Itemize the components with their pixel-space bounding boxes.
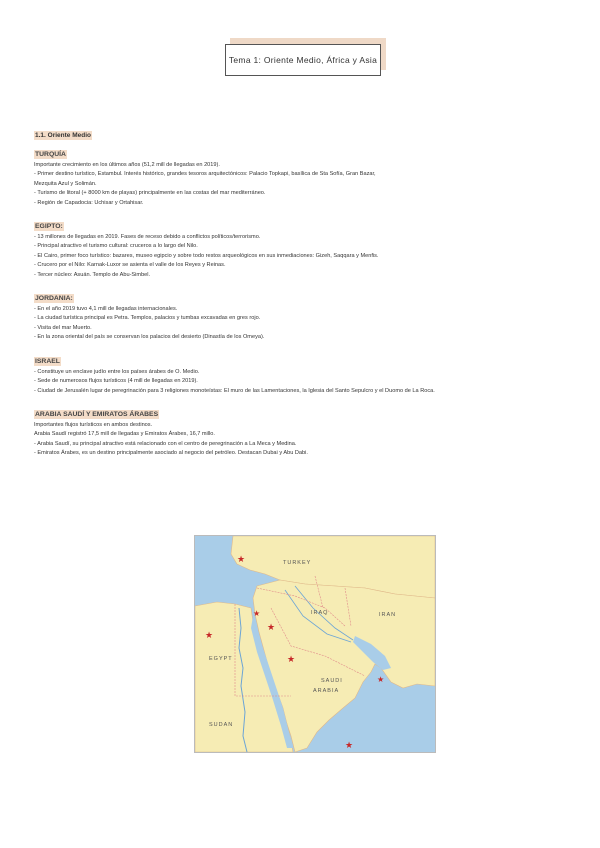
section-line: - 13 millones de llegadas en 2019. Fases de receso debido a conflictos políticos/terrorismo.: [34, 234, 261, 241]
label-arabia: ARABIA: [313, 688, 340, 694]
label-turkey: TURKEY: [283, 560, 312, 566]
section-line: - La ciudad turística principal es Petra. Templos, palacios y tumbas excavadas en gres rojo.: [34, 315, 261, 322]
section-line: - En la zona oriental del país se conservan los palacios del desierto (Dinastía de los Omeya).: [34, 334, 265, 341]
section-line: - Arabia Saudí, su principal atractivo está relacionado con el centro de peregrinación a La Meca y Medina.: [34, 440, 297, 447]
section-line: Mezquita Azul y Solimán.: [34, 180, 97, 187]
section-line: - Primer destino turístico, Estambul. Interés histórico, grandes tesoros arquitectónicos: Palacio Topkapi, basílica de Sta Sofía, Gran Bazar,: [34, 171, 376, 178]
section-line: - Crucero por el Nilo: Karnak-Luxor se asienta el valle de los Reyes y Reinas.: [34, 262, 226, 269]
section-arabia-emiratos: [34, 403, 564, 459]
star-cairo-icon: ★: [205, 630, 214, 640]
label-iran: IRAN: [379, 612, 397, 618]
title-block: [225, 44, 381, 76]
section-line: - Turismo de litoral (+ 8000 km de playas) principalmente en las costas del mar mediterráneo.: [34, 190, 266, 197]
star-istanbul-icon: ★: [237, 554, 246, 564]
section-heading: ARABIA SAUDÍ Y EMIRATOS ÁRABES: [35, 410, 159, 418]
star-petra-icon: ★: [267, 622, 276, 632]
star-jerusalem-icon: ★: [253, 609, 261, 618]
section-turquia: [34, 143, 564, 208]
label-egypt: EGYPT: [209, 656, 233, 662]
section-line: - Visita del mar Muerto.: [34, 324, 92, 331]
section-heading: TURQUÍA: [35, 151, 66, 158]
section-line: - En el año 2019 tuvo 4,1 mill de llegadas internacionales.: [34, 306, 178, 313]
section-line: Importante crecimiento en los últimos años (51,2 mill de llegadas en 2019).: [34, 162, 220, 168]
star-medina-icon: ★: [287, 654, 296, 664]
star-dubai-icon: ★: [377, 675, 385, 684]
star-mecca-icon: ★: [345, 740, 354, 750]
section-heading: EGIPTO:: [35, 223, 63, 231]
section-line: - Emiratos Árabes, es un destino principalmente asociado al negocio del petróleo. Destacan Dubai y Abu Dabi.: [34, 450, 308, 457]
section-heading: JORDANIA:: [35, 295, 73, 303]
section-jordania: [34, 287, 564, 343]
middle-east-map: [194, 535, 436, 753]
section-line: - El Cairo, primer foco turístico: bazares, museo egipcio y sobre todo restos arqueológicos en sus inmediaciones: Gizeh, Saqqara y Menfis.: [34, 252, 379, 259]
map-graphic: [195, 536, 435, 752]
section-heading: ISRAEL: [35, 357, 60, 365]
section-egipto: [34, 215, 564, 280]
label-iraq: IRAQ: [311, 610, 329, 616]
section-line: - Ciudad de Jerusalén lugar de peregrinación para 3 religiones monoteístas: El muro de las Lamentaciones, la Iglesia del Santo Sepulcro y el Duomo de La Roca.: [34, 387, 435, 394]
section-israel: [34, 350, 564, 396]
label-sudan: SUDAN: [209, 722, 234, 728]
section-line: - Constituye un enclave judío entre los países árabes de O. Medio.: [34, 368, 200, 375]
section-line: - Tercer núcleo: Asuán. Templo de Abu-Simbel.: [34, 271, 151, 278]
document-body: [34, 124, 564, 466]
section-line: - Principal atractivo el turismo cultural: cruceros a lo largo del Nilo.: [34, 243, 198, 250]
section-line: Importantes flujos turísticos en ambos destinos.: [34, 421, 153, 428]
page-title: Tema 1: Oriente Medio, África y Asia: [225, 44, 381, 76]
section-line: - Sede de numerosos flujos turísticos (4 mill de llegadas en 2019).: [34, 378, 198, 385]
label-saudi: SAUDI: [321, 678, 343, 684]
section-line: Arabia Saudí registró 17,5 mill de llegadas y Emiratos Árabes, 16,7 millo.: [34, 431, 215, 438]
section-line: - Región de Capadocia: Uchisar y Ortahisar.: [34, 199, 144, 206]
section-subtitle: 1.1. Oriente Medio: [35, 132, 91, 139]
